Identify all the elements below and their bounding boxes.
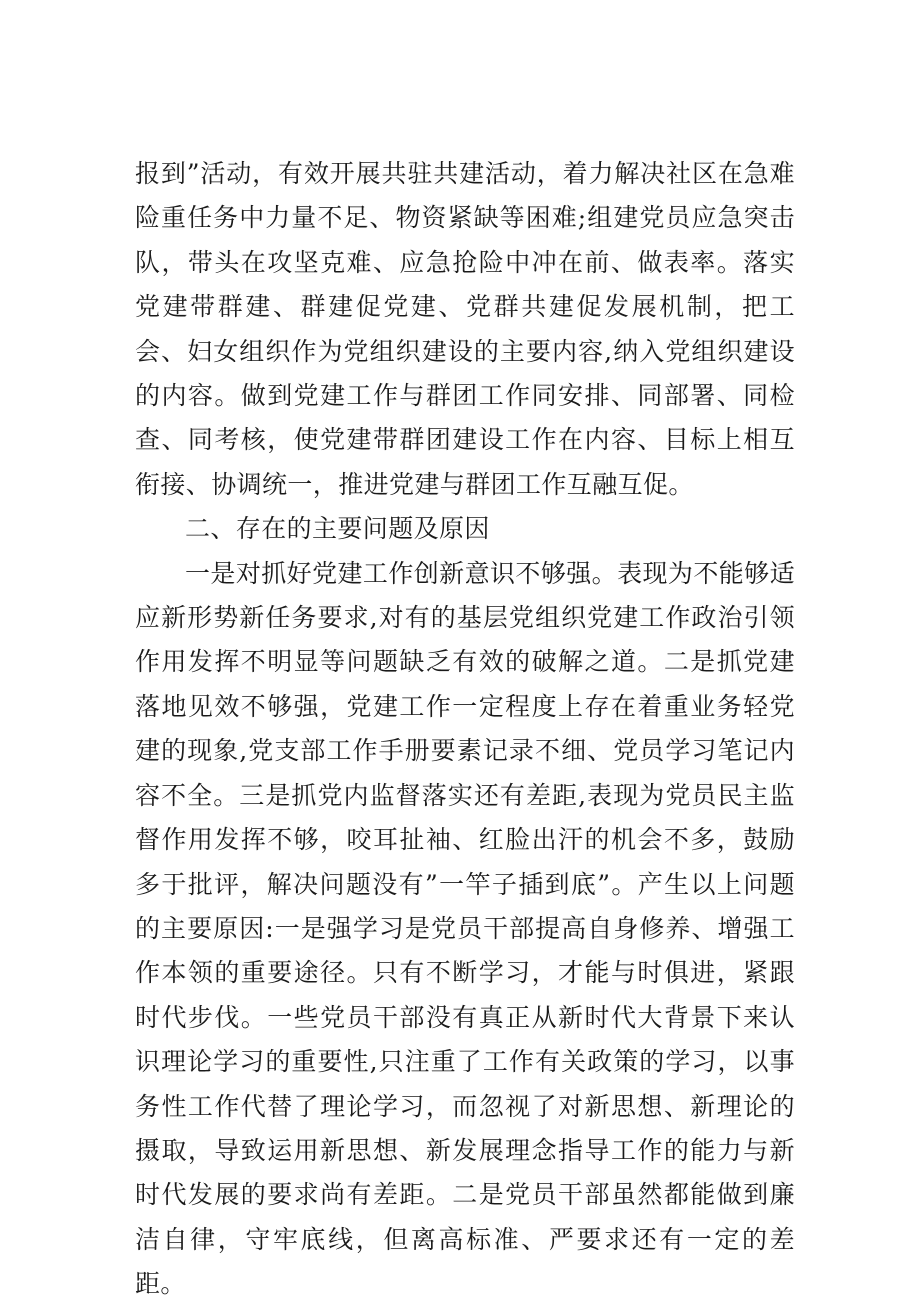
paragraph-problems-detail: 一是对抓好党建工作创新意识不够强。表现为不能够适应新形势新任务要求,对有的基层党组织党建工作政治引领作用发挥不明显等问题缺乏有效的破解之道。二是抓党建落地见效不够强，党建工作一定程度上存在着重业务轻党建的现象,党支部工作手册要素记录不细、党员学习笔记内容不全。三是抓党内监督落实还有差距,表现为党员民主监督作用发挥不够，咬耳扯袖、红脸出汗的机会不多，鼓励多于批评，解决问题没有”一竿子插到底”。产生以上问题的主要原因:一是强学习是党员干部提高自身修养、增强工作本领的重要途径。只有不断学习，才能与时俱进，紧跟时代步伐。一些党员干部没有真正从新时代大背景下来认识理论学习的重要性,只注重了工作有关政策的学习，以事务性工作代替了理论学习，而忽视了对新思想、新理论的摄取，导致运用新思想、新发展理念指导工作的能力与新时代发展的要求尚有差距。二是党员干部虽然都能做到廉洁自律，守牢底线，但离高标准、严要求还有一定的差距。 [135,558,795,1299]
document-body [135,152,795,1307]
section-heading-problems-and-causes: 二、存在的主要问题及原因 [185,514,490,544]
paragraph-party-group-building: 报到”活动，有效开展共驻共建活动，着力解决社区在急难险重任务中力量不足、物资紧缺等困难;组建党员应急突击队，带头在攻坚克难、应急抢险中冲在前、做表率。落实党建带群建、群建促党建、党群共建促发展机制，把工会、妇女组织作为党组织建设的主要内容,纳入党组织建设的内容。做到党建工作与群团工作同安排、同部署、同检查、同考核，使党建带群团建设工作在内容、目标上相互衔接、协调统一，推进党建与群团工作互融互促。 [135,159,795,499]
